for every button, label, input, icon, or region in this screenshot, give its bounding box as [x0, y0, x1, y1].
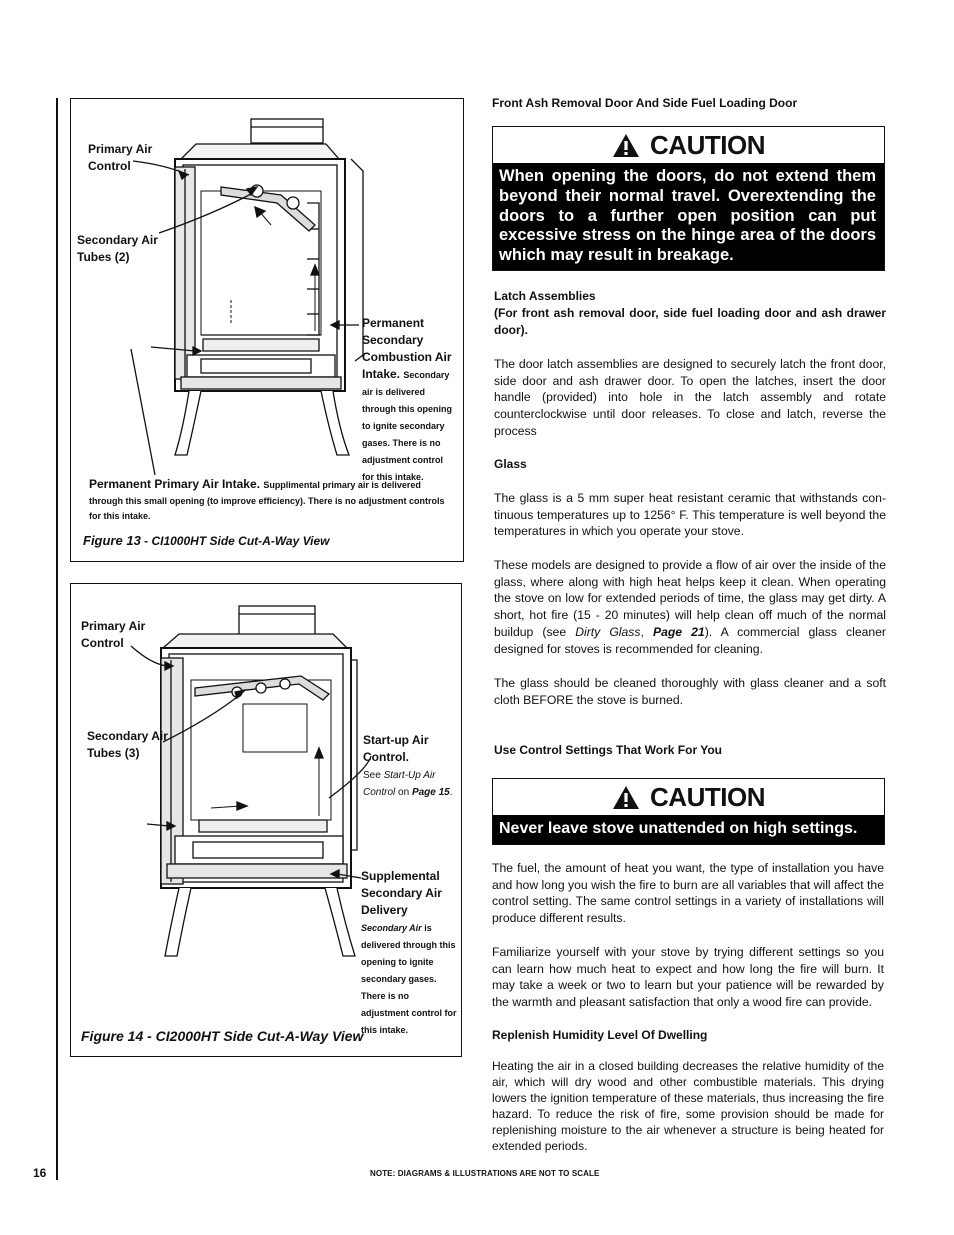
- startup-ref: [363, 770, 453, 798]
- figure-13-caption: [83, 533, 330, 548]
- caution-message: When opening the doors, do not extend them beyond their normal travel. Overextending the doors to a further open position can put excessive stress on the hinge area of the doors which may result in breakage.: [493, 163, 884, 270]
- control-paragraph-2: Familiarize yourself with your stove by trying different settings so you can learn how much heat to expect and how long the fire will burn. It may take a week or two to learn but your patience will be rewarded by the warmth and pleasant satisfaction that only a wood fire can provide.: [492, 945, 884, 1010]
- permanent-secondary-intake-label: [362, 315, 456, 485]
- secondary-air-tubes-label: Secondary Air Tubes (2): [77, 233, 158, 264]
- startup-air-control-label: [363, 732, 455, 800]
- supplemental-desc-wrap: [361, 923, 457, 1035]
- caution-box-doors: [492, 126, 885, 271]
- latch-body: The door latch assemblies are designed to securely latch the front door, side door and ash drawer door. To open the latches, insert the door handle (provided) into hole in the latch assembly and rotate counterclockwise until door releases. To close and latch, reverse the process: [494, 357, 886, 438]
- permanent-secondary-title: Permanent Secondary Combustion Air Intake.: [362, 316, 452, 381]
- warning-triangle-icon: [612, 133, 640, 158]
- humidity-body: Heating the air in a closed building decreases the relative humidity of the air, which will dry wood and other combustible materials. This drying lowers the ignition temperature of these materials, thus increasing the fire hazard. To reduce the risk of fire, some provision should be made for replenishing moisture to the air whenever a structure is being heated for extended periods.: [492, 1059, 884, 1153]
- doors-heading: Front Ash Removal Door And Side Fuel Loading Door: [492, 96, 798, 110]
- caution-header-2: [493, 779, 884, 815]
- permanent-primary-desc: Supplimental primary air is delivered through this small opening (to improve efficiency). There is no adjustment controls for this intake.: [89, 480, 445, 521]
- primary-air-control-label-14: Primary Air Control: [81, 619, 146, 650]
- permanent-primary-intake-label: [89, 477, 447, 524]
- glass-paragraph-1: The glass is a 5 mm super heat resistant ceramic that withstands con-tinuous temperatures up to 1256° F. This temperature is well beyond the temperatures in which you operate your stove.: [494, 491, 886, 539]
- glass-heading: Glass: [494, 457, 527, 471]
- supplemental-secondary-label: [361, 868, 457, 1038]
- latch-subheading: (For front ash removal door, side fuel loading door and ash drawer door).: [494, 306, 886, 337]
- control-paragraph-1: The fuel, the amount of heat you want, the type of installation you have and how long you wish the fire to burn are all variables that will affect the control setting. The same control settings in a variety of installations will produce different results.: [492, 861, 884, 926]
- caution-title: CAUTION: [650, 129, 765, 160]
- startup-page: Page 15: [411, 787, 450, 798]
- caution-title-2: CAUTION: [650, 781, 765, 812]
- caution-box-settings: [492, 778, 885, 845]
- supplemental-em: Secondary Air: [361, 923, 422, 933]
- startup-link: Start-Up Air Control: [363, 770, 436, 798]
- figure-13: [70, 98, 464, 562]
- figure-13-caption-text: - CI1000HT Side Cut-A-Way View: [140, 534, 330, 548]
- scale-footnote: NOTE: DIAGRAMS & ILLUSTRATIONS ARE NOT TO SCALE: [370, 1169, 600, 1178]
- permanent-primary-title: Permanent Primary Air Intake.: [89, 477, 260, 491]
- glass-p2-a: These models are designed to provide a flow of air over the inside of the glass, where along with high heat helps keep it clean. When operating the stove on low for extended periods of time, the glass may get dirty. A short, hot fire (15 - 20 minutes) will help clean off much of the normal buildup (see: [494, 558, 886, 639]
- startup-title: Start-up Air Control.: [363, 733, 429, 764]
- humidity-heading: Replenish Humidity Level Of Dwelling: [492, 1028, 708, 1042]
- glass-paragraph-2: [494, 557, 886, 657]
- startup-see: See: [363, 770, 384, 781]
- primary-air-control-label: Primary Air Control: [88, 142, 153, 173]
- figure-13-caption-prefix: Figure 13: [83, 533, 141, 548]
- caution-message-2: Never leave stove unattended on high settings.: [493, 815, 884, 844]
- startup-on: on: [395, 787, 412, 798]
- glass-p2-comma: ,: [640, 624, 653, 639]
- permanent-secondary-desc: Secondary air is delivered through this opening to ignite secondary gases. There is no adjustment control for this intake.: [362, 370, 452, 482]
- page-number: 16: [33, 1166, 47, 1180]
- latch-heading: Latch Assemblies: [494, 289, 596, 303]
- glass-p2-b: ). A commercial glass cleaner designed for stoves is recommended for cleaning.: [494, 624, 886, 656]
- page-margin-rule: [56, 98, 58, 1180]
- glass-paragraph-3: The glass should be cleaned thoroughly with glass cleaner and a soft cloth BEFORE the stove is burned.: [494, 676, 886, 707]
- figure-14: [70, 583, 462, 1057]
- warning-triangle-icon: [612, 785, 640, 810]
- supplemental-title: Supplemental Secondary Air Delivery: [361, 869, 442, 917]
- supplemental-desc: is delivered through this opening to ignite secondary gases. There is no adjustment control for this intake.: [361, 923, 457, 1035]
- glass-p2-link: Dirty Glass: [575, 624, 641, 639]
- glass-p2-page: Page 21: [652, 624, 705, 639]
- caution-header: [493, 127, 884, 163]
- secondary-air-tubes-label-14: Secondary Air Tubes (3): [87, 729, 168, 760]
- control-heading: Use Control Settings That Work For You: [494, 743, 723, 757]
- figure-14-caption: Figure 14 - CI2000HT Side Cut-A-Way View: [81, 1028, 364, 1044]
- startup-period: .: [449, 787, 453, 798]
